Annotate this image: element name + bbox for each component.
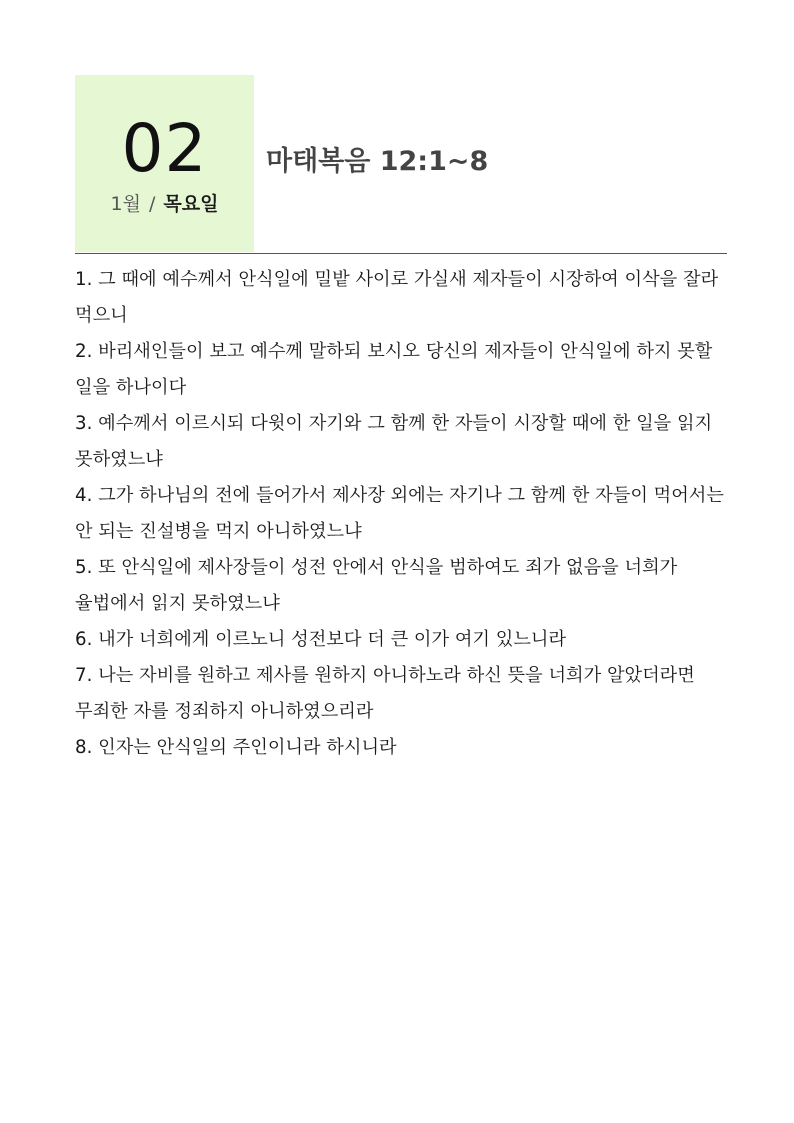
verse-list xyxy=(75,262,727,766)
month-label: 1월 xyxy=(110,193,141,215)
day-number: 02 xyxy=(121,110,208,187)
weekday-label: 목요일 xyxy=(163,193,219,215)
header-divider xyxy=(75,253,727,254)
verse-4: 4. 그가 하나님의 전에 들어가서 제사장 외에는 자기나 그 함께 한 자들이 먹어서는 안 되는 진설병을 먹지 아니하였느냐 xyxy=(75,485,724,542)
verse-1: 1. 그 때에 예수께서 안식일에 밀밭 사이로 가실새 제자들이 시장하여 이삭을 잘라 먹으니 xyxy=(75,269,719,326)
verse-3: 3. 예수께서 이르시되 다윗이 자기와 그 함께 한 자들이 시장할 때에 한 일을 읽지 못하였느냐 xyxy=(75,413,713,470)
verse-8: 8. 인자는 안식일의 주인이니라 하시니라 xyxy=(75,737,397,758)
verse-5: 5. 또 안식일에 제사장들이 성전 안에서 안식을 범하여도 죄가 없음을 너희가 율법에서 읽지 못하였느냐 xyxy=(75,557,678,614)
date-box xyxy=(75,75,254,252)
verse-6: 6. 내가 너희에게 이르노니 성전보다 더 큰 이가 여기 있느니라 xyxy=(75,629,567,650)
verse-2: 2. 바리새인들이 보고 예수께 말하되 보시오 당신의 제자들이 안식일에 하지 못할 일을 하나이다 xyxy=(75,341,713,398)
date-separator: / xyxy=(148,193,156,215)
date-subtitle xyxy=(75,191,254,217)
passage-title: 마태복음 12:1~8 xyxy=(266,146,489,177)
verse-7: 7. 나는 자비를 원하고 제사를 원하지 아니하노라 하신 뜻을 너희가 알았더라면 무죄한 자를 정죄하지 아니하였으리라 xyxy=(75,665,695,722)
